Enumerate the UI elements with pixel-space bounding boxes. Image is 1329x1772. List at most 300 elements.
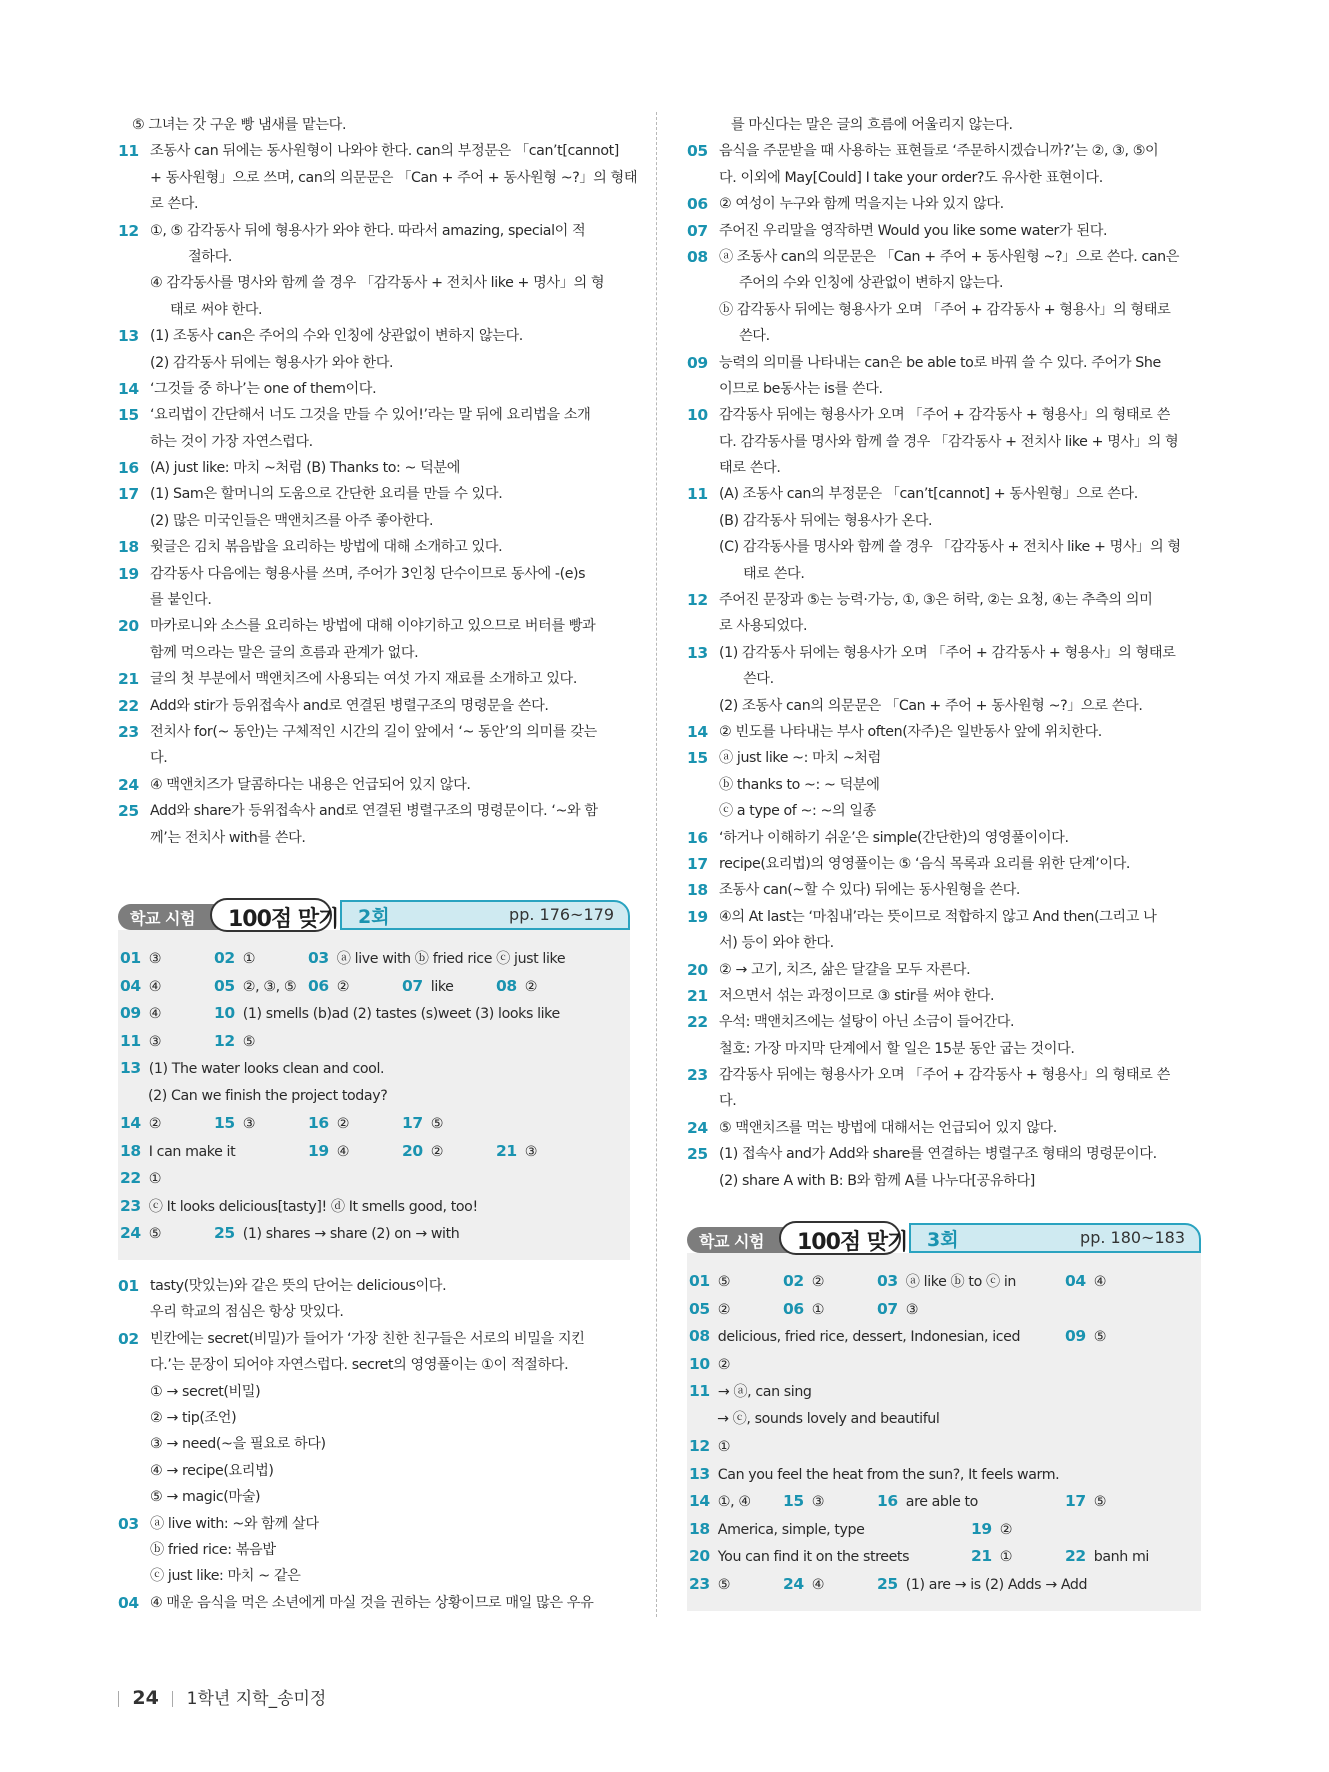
- answer-number: 19: [308, 1141, 329, 1160]
- answer-number: 16: [877, 1492, 898, 1510]
- explanation-line: [687, 508, 1201, 534]
- explanation-line: [687, 138, 1201, 164]
- answer-number: 09: [120, 1004, 141, 1022]
- explanation-line: [118, 402, 630, 428]
- explanation-text: 태로 써야 한다.: [170, 301, 263, 318]
- answer-text: ⑤: [430, 1116, 444, 1132]
- explanation-text: (C) 감각동사를 명사와 함께 쓸 경우 「감각동사 + 전치사 like + 명사」의 형: [719, 539, 1181, 556]
- answer-item: [971, 1519, 1012, 1540]
- answer-item: [689, 1519, 864, 1540]
- tab-pages: pp. 180~183: [1080, 1228, 1185, 1247]
- explanation-text: 를 마신다는 말은 글의 흐름에 어울리지 않는다.: [731, 117, 1013, 133]
- explanation-text: (2) share A with B: B와 함께 A를 나누다[공유하다]: [719, 1172, 1035, 1189]
- tab-tag: 학교 시험: [699, 1232, 764, 1251]
- answer-item: [308, 1141, 349, 1162]
- explanation-line: [118, 138, 630, 164]
- answer-item: [1065, 1326, 1106, 1347]
- explanation-text: 음식을 주문받을 때 사용하는 표현들로 ‘주문하시겠습니까?’는 ②, ③, ⑤이: [719, 143, 1159, 160]
- explanation-line: [118, 825, 630, 851]
- question-number: 11: [118, 142, 139, 161]
- explanation-line: [687, 798, 1201, 824]
- answer-item: [783, 1574, 824, 1595]
- explanation-line: [687, 745, 1201, 771]
- explanation-text: 마카로니와 소스를 요리하는 방법에 대해 이야기하고 있으므로 버터를 빵과: [150, 618, 596, 635]
- answer-number: 25: [214, 1224, 235, 1242]
- explanation-text: 다.’는 문장이 되어야 자연스럽다. secret의 영영풀이는 ①이 적절하다.: [150, 1357, 569, 1374]
- question-number: 06: [687, 195, 708, 214]
- explanation-line: [118, 693, 630, 719]
- answer-text: ①: [811, 1301, 825, 1318]
- answer-text: I can make it: [148, 1143, 236, 1160]
- explanation-text: 절하다.: [188, 248, 233, 265]
- answer-text: ①: [717, 1439, 731, 1455]
- explanation-text: 저으면서 섞는 과정이므로 ③ stir를 써야 한다.: [719, 987, 995, 1004]
- answer-item: [496, 1141, 537, 1162]
- answer-text: (1) The water looks clean and cool.: [148, 1061, 385, 1077]
- answer-number: 13: [120, 1059, 141, 1077]
- explanation-text: (2) 조동사 can의 의문문은 「Can + 주어 + 동사원형 ~?」으로 쓴다.: [719, 697, 1143, 714]
- explanation-text: ④ → recipe(요리법): [150, 1462, 274, 1479]
- answer-number: 21: [496, 1141, 517, 1160]
- explanation-line: [687, 165, 1201, 191]
- answer-item: [1065, 1271, 1106, 1292]
- explanation-line: [118, 1273, 630, 1299]
- answer-item: [308, 948, 565, 969]
- explanation-text: 로 쓴다.: [150, 196, 199, 213]
- explanation-text: 우석: 맥앤치즈에는 설탕이 아닌 소금이 들어간다.: [719, 1014, 1015, 1031]
- explanation-line: [687, 587, 1201, 613]
- explanation-line: [118, 613, 630, 639]
- explanation-text: 윗글은 김치 볶음밥을 요리하는 방법에 대해 소개하고 있다.: [150, 539, 503, 556]
- answer-text: delicious, fried rice, dessert, Indonesian, iced: [717, 1329, 1021, 1345]
- question-number: 24: [118, 775, 139, 794]
- question-number: 13: [687, 643, 708, 662]
- explanation-line: [118, 534, 630, 560]
- question-number: 08: [687, 247, 708, 266]
- question-number: 12: [118, 221, 139, 240]
- answer-number: 10: [214, 1004, 235, 1022]
- answer-item: [120, 1196, 478, 1217]
- explanation-line: [687, 904, 1201, 930]
- answer-number: 12: [689, 1437, 710, 1455]
- explanation-line: [687, 481, 1201, 507]
- explanation-line: [118, 1405, 630, 1431]
- answer-item: [402, 1113, 443, 1134]
- explanation-text: 감각동사 뒤에는 형용사가 오며 「주어 + 감각동사 + 형용사」의 형태로 쓴: [719, 407, 1170, 424]
- explanation-line: [687, 429, 1201, 455]
- answer-number: 23: [689, 1574, 710, 1593]
- answer-number: 07: [402, 976, 423, 995]
- left-column: [118, 112, 638, 851]
- explanation-line: [118, 666, 630, 692]
- question-number: 10: [687, 406, 708, 425]
- answer-number: 14: [120, 1114, 141, 1132]
- answer-text: → ⓒ, sounds lovely and beautiful: [717, 1410, 940, 1427]
- explanation-line: [118, 218, 630, 244]
- answer-item: [120, 1031, 161, 1052]
- explanation-text: 능력의 의미를 나타내는 can은 be able to로 바꿔 쓸 수 있다. 주어가 She: [719, 354, 1161, 371]
- answer-item: [120, 1168, 161, 1189]
- explanation-text: Add와 stir가 등위접속사 and로 연결된 병렬구조의 명령문을 쓴다.: [150, 697, 549, 714]
- question-number: 11: [687, 485, 708, 504]
- explanation-text: 함께 먹으라는 말은 글의 흐름과 관계가 없다.: [150, 644, 419, 661]
- explanation-text: ④ 감각동사를 명사와 함께 쓸 경우 「감각동사 + 전치사 like + 명사」의 형: [150, 275, 605, 292]
- explanation-text: ⓒ a type of ~: ~의 일종: [719, 803, 876, 820]
- footer-text: 1학년 지학_송미정: [186, 1689, 327, 1709]
- explanation-text: 전치사 for(~ 동안)는 구체적인 시간의 길이 앞에서 ‘~ 동안’의 의미를 갖는: [150, 723, 597, 740]
- explanation-line: [118, 745, 630, 771]
- answer-item: [120, 1058, 384, 1079]
- explanation-line: [687, 957, 1201, 983]
- explanation-line: [687, 455, 1201, 481]
- explanation-text: 주어의 수와 인칭에 상관없이 변하지 않는다.: [739, 275, 1004, 292]
- explanation-line: [118, 1299, 630, 1325]
- explanation-line: [687, 666, 1201, 692]
- tab-pages: pp. 176~179: [509, 905, 614, 924]
- answer-text: (2) Can we finish the project today?: [148, 1087, 388, 1104]
- answer-item: [689, 1299, 730, 1320]
- answer-text: Can you feel the heat from the sun?, It feels warm.: [717, 1466, 1060, 1483]
- answer-item: [148, 1086, 387, 1106]
- answer-number: 20: [402, 1141, 423, 1160]
- answer-text: ④: [336, 1143, 350, 1160]
- explanation-line: [118, 1590, 630, 1616]
- explanation-line: [687, 191, 1201, 217]
- tab-title: 100점 맞기: [797, 1230, 908, 1255]
- answer-number: 11: [120, 1031, 141, 1050]
- question-number: 16: [687, 828, 708, 847]
- explanation-line: [118, 481, 630, 507]
- explanation-line: [687, 1088, 1201, 1114]
- answer-number: 07: [877, 1299, 898, 1318]
- explanation-line: [687, 1141, 1201, 1167]
- explanation-text: ④ 맥앤치즈가 달콤하다는 내용은 언급되어 있지 않다.: [150, 776, 471, 793]
- answer-item: [689, 1326, 1020, 1347]
- explanation-line: [687, 297, 1201, 323]
- explanation-text: ‘하거나 이해하기 쉬운’은 simple(간단한)의 영영풀이이다.: [719, 829, 1069, 846]
- question-number: 13: [118, 327, 139, 346]
- question-number: 01: [118, 1277, 139, 1295]
- explanation-line: [118, 1431, 630, 1457]
- explanation-line: [687, 1062, 1201, 1088]
- explanation-text: ② → tip(조언): [150, 1409, 237, 1426]
- answer-text: ⓐ live with ⓑ fried rice ⓒ just like: [336, 951, 566, 967]
- answer-text: ③: [905, 1301, 919, 1318]
- explanation-text: 우리 학교의 점심은 항상 맛있다.: [150, 1304, 344, 1321]
- question-number: 05: [687, 142, 708, 161]
- question-number: 07: [687, 221, 708, 240]
- explanation-line: [118, 244, 630, 270]
- answer-number: 03: [877, 1272, 898, 1290]
- explanation-text: + 동사원형」으로 쓰며, can의 의문문은 「Can + 주어 + 동사원형 ~?」의 형태: [150, 169, 638, 186]
- answer-text: (1) smells (b)ad (2) tastes (s)weet (3) looks like: [242, 1006, 560, 1022]
- page-footer: [118, 1684, 326, 1709]
- explanation-text: 조동사 can 뒤에는 동사원형이 나와야 한다. can의 부정문은 「can’t[cannot]: [150, 143, 619, 160]
- answer-item: [783, 1491, 824, 1512]
- question-number: 18: [118, 538, 139, 557]
- answer-text: ②, ③, ⑤: [242, 978, 297, 995]
- explanation-text: 께’는 전치사 with를 쓴다.: [150, 829, 306, 846]
- explanation-text: ⓑ fried rice: 볶음밥: [150, 1541, 276, 1558]
- answer-number: 04: [1065, 1272, 1086, 1290]
- answer-item: [496, 976, 537, 997]
- answer-number: 13: [689, 1464, 710, 1483]
- answer-number: 06: [308, 976, 329, 995]
- answer-item: [877, 1574, 1087, 1595]
- explanation-line: [687, 983, 1201, 1009]
- answer-text: like: [430, 978, 454, 995]
- answer-number: 17: [1065, 1492, 1086, 1510]
- answer-text: ②: [336, 1116, 350, 1132]
- answer-item: [214, 1113, 255, 1134]
- explanation-text: ⓒ just like: 마치 ~ 같은: [150, 1568, 301, 1585]
- question-number: 22: [118, 696, 139, 715]
- answer-item: [214, 1223, 459, 1244]
- answer-number: 12: [214, 1031, 235, 1050]
- explanation-text: 다.: [150, 750, 168, 767]
- answer-number: 08: [496, 976, 517, 995]
- explanation-line: [687, 719, 1201, 745]
- answer-number: 25: [877, 1574, 898, 1593]
- answer-item: [308, 976, 349, 997]
- explanation-line: [118, 350, 630, 376]
- answer-number: 18: [689, 1519, 710, 1538]
- explanation-line: [687, 1036, 1201, 1062]
- explanation-text: ⓐ live with: ~와 함께 살다: [150, 1515, 319, 1532]
- answer-box-tab: [118, 898, 630, 934]
- answer-item: [214, 1003, 560, 1024]
- question-number: 14: [687, 722, 708, 741]
- explanation-text: 태로 쓴다.: [743, 565, 805, 582]
- tab-tag: 학교 시험: [130, 909, 195, 928]
- question-number: 21: [118, 670, 139, 689]
- explanation-line: [118, 1537, 630, 1563]
- explanation-text: ④의 At last는 ‘마침내’라는 뜻이므로 적합하지 않고 And then(그리고 나: [719, 908, 1157, 925]
- explanation-text: 주어진 우리말을 영작하면 Would you like some water가 된다.: [719, 222, 1108, 239]
- answer-number: 03: [308, 949, 329, 967]
- explanation-line: [118, 798, 630, 824]
- explanation-text: (1) Sam은 할머니의 도움으로 간단한 요리를 만들 수 있다.: [150, 486, 503, 503]
- explanation-text: Add와 share가 등위접속사 and로 연결된 병렬구조의 명령문이다. ‘~와 함: [150, 803, 598, 820]
- question-number: 02: [118, 1329, 139, 1348]
- answer-number: 24: [783, 1574, 804, 1593]
- answer-text: ⑤: [717, 1576, 731, 1593]
- explanation-line: [118, 1458, 630, 1484]
- explanation-line: [118, 772, 630, 798]
- left-column-lower: [118, 1273, 630, 1616]
- explanation-text: ② 여성이 누구와 함께 먹을지는 나와 있지 않다.: [719, 196, 1004, 213]
- question-number: 25: [118, 802, 139, 821]
- answer-number: 23: [120, 1196, 141, 1215]
- explanation-line: [687, 561, 1201, 587]
- explanation-line: [687, 613, 1201, 639]
- explanation-line: [118, 191, 630, 217]
- explanation-text: 글의 첫 부분에서 맥앤치즈에 사용되는 여섯 가지 재료를 소개하고 있다.: [150, 671, 577, 688]
- explanation-line: [118, 508, 630, 534]
- explanation-text: 로 사용되었다.: [719, 618, 808, 635]
- explanation-text: ⑤ → magic(마술): [150, 1489, 261, 1506]
- footer-divider: [172, 1691, 173, 1707]
- answer-text: → ⓐ, can sing: [717, 1384, 812, 1400]
- explanation-text: 다. 감각동사를 명사와 함께 쓸 경우 「감각동사 + 전치사 like + 명사」의 형: [719, 433, 1179, 450]
- explanation-text: (1) 조동사 can은 주어의 수와 인칭에 상관없이 변하지 않는다.: [150, 328, 523, 345]
- question-number: 15: [118, 406, 139, 425]
- explanation-line: [687, 350, 1201, 376]
- question-number: 14: [118, 379, 139, 398]
- answer-item: [1065, 1491, 1106, 1512]
- question-number: 15: [687, 749, 708, 768]
- answer-item: [402, 1141, 443, 1162]
- answer-item: [689, 1436, 730, 1457]
- explanation-line: [118, 323, 630, 349]
- tab-round: 3회: [927, 1229, 959, 1251]
- answer-number: 24: [120, 1224, 141, 1242]
- answer-text: ③: [148, 1033, 162, 1050]
- explanation-line: [118, 1379, 630, 1405]
- explanation-line: [118, 429, 630, 455]
- answer-number: 21: [971, 1547, 992, 1565]
- explanation-text: 서) 등이 와야 한다.: [719, 935, 834, 952]
- question-number: 03: [118, 1514, 139, 1533]
- answer-item: [971, 1546, 1012, 1567]
- explanation-text: (A) just like: 마치 ~처럼 (B) Thanks to: ~ 덕분에: [150, 460, 461, 477]
- answer-number: 16: [308, 1114, 329, 1132]
- answer-item: [308, 1113, 349, 1134]
- explanation-text: 주어진 문장과 ⑤는 능력·가능, ①, ③은 허락, ②는 요청, ④는 추측의 의미: [719, 592, 1153, 609]
- answer-item: [214, 976, 296, 997]
- answer-number: 10: [689, 1354, 710, 1373]
- explanation-line: [687, 1168, 1201, 1194]
- answer-text: ②: [999, 1521, 1013, 1538]
- explanation-text: (A) 조동사 can의 부정문은 「can’t[cannot] + 동사원형」으로 쓴다.: [719, 486, 1138, 503]
- explanation-line: [687, 877, 1201, 903]
- explanation-text: ④ 매운 음식을 먹은 소년에게 마실 것을 권하는 상황이므로 매일 많은 우유: [150, 1594, 594, 1611]
- answer-item: [120, 1141, 235, 1162]
- explanation-line: [687, 534, 1201, 560]
- answer-text: ⑤: [1093, 1329, 1107, 1345]
- explanation-line: [118, 561, 630, 587]
- explanation-line: [118, 112, 630, 138]
- explanation-line: [687, 1009, 1201, 1035]
- explanation-text: ③ → need(~을 필요로 하다): [150, 1436, 326, 1453]
- explanation-line: [118, 587, 630, 613]
- explanation-text: (1) 감각동사 뒤에는 형용사가 오며 「주어 + 감각동사 + 형용사」의 형태로: [719, 644, 1176, 661]
- explanation-line: [687, 218, 1201, 244]
- answer-text: ②: [717, 1301, 731, 1318]
- answer-box-tab: [687, 1221, 1201, 1257]
- answer-number: 19: [971, 1519, 992, 1538]
- explanation-text: ⓑ thanks to ~: ~ 덕분에: [719, 776, 880, 793]
- answer-item: [783, 1299, 824, 1320]
- answer-box-round-2: [118, 905, 630, 1260]
- answer-item: [689, 1354, 730, 1375]
- explanation-line: [687, 376, 1201, 402]
- explanation-line: [687, 323, 1201, 349]
- explanation-line: [118, 1484, 630, 1510]
- answer-number: 08: [689, 1327, 710, 1345]
- explanation-line: [687, 772, 1201, 798]
- footer-divider: [118, 1691, 119, 1707]
- answer-item: [877, 1491, 978, 1512]
- explanation-line: [118, 376, 630, 402]
- explanation-line: [118, 270, 630, 296]
- answer-text: banh mi: [1093, 1549, 1149, 1565]
- answer-text: ②: [148, 1116, 162, 1132]
- answer-number: 20: [689, 1547, 710, 1565]
- answer-item: [783, 1271, 824, 1292]
- question-number: 12: [687, 591, 708, 610]
- answer-text: ②: [336, 978, 350, 995]
- explanation-text: 쓴다.: [739, 328, 770, 345]
- answer-text: ①: [999, 1549, 1013, 1565]
- explanation-line: [687, 825, 1201, 851]
- answer-number: 02: [214, 949, 235, 967]
- question-number: 04: [118, 1593, 139, 1612]
- explanation-text: ⑤ 맥앤치즈를 먹는 방법에 대해서는 언급되어 있지 않다.: [719, 1119, 1057, 1136]
- explanation-line: [118, 719, 630, 745]
- answer-number: 02: [783, 1272, 804, 1290]
- answer-text: America, simple, type: [717, 1521, 865, 1538]
- answer-box-round-3: [687, 1228, 1201, 1611]
- explanation-text: ‘요리법이 간단해서 너도 그것을 만들 수 있어!’라는 말 뒤에 요리법을 소개: [150, 407, 591, 424]
- question-number: 23: [118, 722, 139, 741]
- answer-item: [214, 948, 255, 969]
- answer-text: ③: [811, 1494, 825, 1510]
- explanation-line: [687, 640, 1201, 666]
- explanation-line: [118, 1326, 630, 1352]
- question-number: 16: [118, 459, 139, 478]
- explanation-text: ② 빈도를 나타내는 부사 often(자주)은 일반동사 앞에 위치한다.: [719, 723, 1102, 740]
- answer-text: ②: [811, 1274, 825, 1290]
- answer-text: ⑤: [242, 1033, 256, 1050]
- question-number: 24: [687, 1118, 708, 1137]
- answer-text: ⓐ like ⓑ to ⓒ in: [905, 1274, 1016, 1290]
- answer-item: [120, 948, 161, 969]
- question-number: 17: [118, 485, 139, 504]
- answer-text: (1) shares → share (2) on → with: [242, 1226, 460, 1242]
- answer-text: ⑤: [717, 1274, 731, 1290]
- answer-item: [689, 1271, 730, 1292]
- column-divider: [656, 112, 657, 1617]
- explanation-text: 감각동사 다음에는 형용사를 쓰며, 주어가 3인칭 단수이므로 동사에 -(e)s: [150, 565, 586, 582]
- answer-number: 01: [120, 949, 141, 967]
- explanation-text: ⓐ 조동사 can의 의문문은 「Can + 주어 + 동사원형 ~?」으로 쓴다. can은: [719, 248, 1180, 265]
- explanation-text: 하는 것이 가장 자연스럽다.: [150, 433, 313, 450]
- answer-number: 17: [402, 1114, 423, 1132]
- answer-item: [689, 1574, 730, 1595]
- answer-number: 09: [1065, 1327, 1086, 1345]
- question-number: 18: [687, 881, 708, 900]
- question-number: 20: [687, 960, 708, 979]
- answer-text: ④: [811, 1576, 825, 1593]
- answer-text: ①: [148, 1171, 162, 1187]
- answer-text: ④: [148, 978, 162, 995]
- answer-text: ③: [242, 1116, 256, 1132]
- answer-number: 15: [214, 1114, 235, 1132]
- explanation-text: ⑤ 그녀는 갓 구운 빵 냄새를 맡는다.: [132, 117, 347, 133]
- right-column: [687, 112, 1201, 1194]
- explanation-text: ⓑ 감각동사 뒤에는 형용사가 오며 「주어 + 감각동사 + 형용사」의 형태로: [719, 301, 1171, 318]
- answer-text: ②: [430, 1143, 444, 1160]
- explanation-line: [118, 297, 630, 323]
- explanation-text: 태로 쓴다.: [719, 460, 781, 477]
- question-number: 19: [118, 564, 139, 583]
- explanation-text: (2) 많은 미국인들은 맥앤치즈를 아주 좋아한다.: [150, 512, 434, 529]
- question-number: 19: [687, 907, 708, 926]
- explanation-line: [118, 1563, 630, 1589]
- answer-item: [689, 1546, 909, 1567]
- explanation-text: ‘그것들 중 하나’는 one of them이다.: [150, 380, 377, 397]
